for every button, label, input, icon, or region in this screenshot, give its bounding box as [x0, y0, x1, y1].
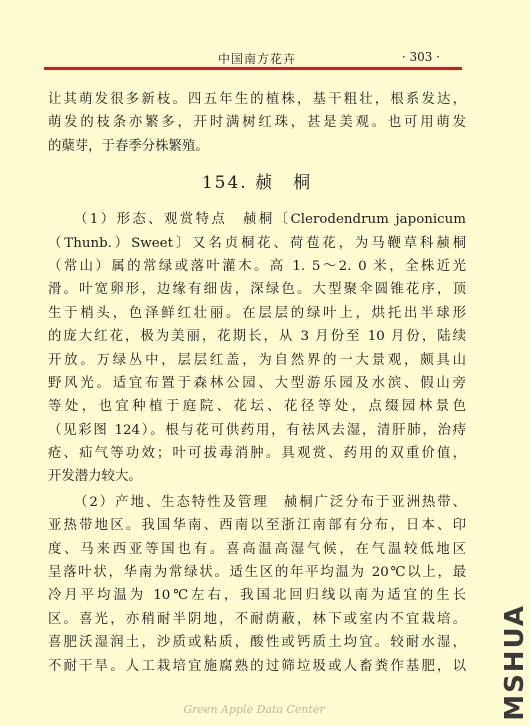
text-line: 滑。叶宽卵形，边缘有细齿，深绿色。大型聚伞圆锥花序，顶	[48, 282, 466, 298]
paragraph-morphology	[48, 208, 466, 489]
text-line: 冷月平均温为 10℃左右，我国北回归线以南为适宜的生长	[48, 588, 466, 604]
text-line: （常山）属的常绿或落叶灌木。高 1. 5～2. 0 米，全株近光	[48, 258, 466, 274]
text-line: （见彩图 124）。根与花可供药用，有祛风去湿，清肝肺，治痔	[48, 422, 466, 438]
text-line: 区。喜光，亦稍耐半阴地，不耐荫蔽，林下或室内不宜栽培。	[48, 611, 466, 627]
text-line: 等处，也宜种植于庭院、花坛、花径等处，点缀园林景色	[48, 399, 466, 415]
paragraph-continued	[48, 88, 466, 158]
text-line: 疮、疝气等功效；叶可拔毒消肿。具观赏、药用的双重价值，	[48, 446, 466, 462]
running-header	[44, 50, 462, 68]
header-title: 中国南方花卉	[218, 52, 297, 66]
text-line: 生于梢头，色泽鲜红壮丽。在层层的绿叶上，烘托出半球形	[48, 305, 466, 321]
text-line: （2）产地、生态特性及管理 赪桐广泛分布于亚洲热带、	[74, 494, 466, 510]
page-body	[48, 88, 466, 678]
text-line: 让其萌发很多新枝。四五年生的植株，基干粗壮，根系发达，	[48, 92, 466, 107]
text-line: 亚热带地区。我国华南、西南以至浙江南部有分布，日本、印	[48, 518, 466, 534]
text-line: 呈落叶状，华南为常绿状。适生区的年平均温为 20℃以上，最	[48, 565, 466, 581]
section-title: 154. 赪 桐	[201, 173, 313, 194]
header-rule	[44, 67, 462, 70]
text-line: 度、马来西亚等国也有。喜高温高湿气候，在气温较低地区	[48, 541, 466, 557]
text-line: 萌发的枝条亦繁多，开时满树红珠，甚是美观。也可用萌发	[48, 115, 466, 131]
bottom-watermark: Green Apple Data Center	[183, 703, 325, 716]
text-line: 的蘖芽，于春季分株繁殖。	[48, 138, 209, 154]
text-line: 开放。万绿丛中，层层红盖，为自然界的一大景观，颇具山	[48, 352, 466, 368]
text-line: 的庞大红花，极为美丽，花期长，从 3 月份至 10 月份，陆续	[48, 329, 466, 345]
page-number: · 303 ·	[401, 50, 440, 64]
text-line: 野风光。适宜布置于森林公园、大型游乐园及水滨、假山旁	[48, 375, 466, 391]
text-line: 喜肥沃湿润土，沙质或粘质，酸性或钙质土均宜。较耐水湿，	[48, 635, 466, 651]
text-line: 不耐干旱。人工栽培宜施腐熟的过筛垃圾或人畜粪作基肥，以	[48, 658, 466, 674]
text-line: （Thunb.）Sweet〕又名贞桐花、荷苞花，为马鞭草科赪桐	[48, 235, 466, 251]
text-line: （1）形态、观赏特点 赪桐〔Clerodendrum japonicum	[74, 212, 466, 228]
text-line: 开发潜力较大。	[48, 469, 142, 485]
side-watermark: MSHUA	[500, 604, 530, 721]
paragraph-ecology	[48, 491, 466, 678]
